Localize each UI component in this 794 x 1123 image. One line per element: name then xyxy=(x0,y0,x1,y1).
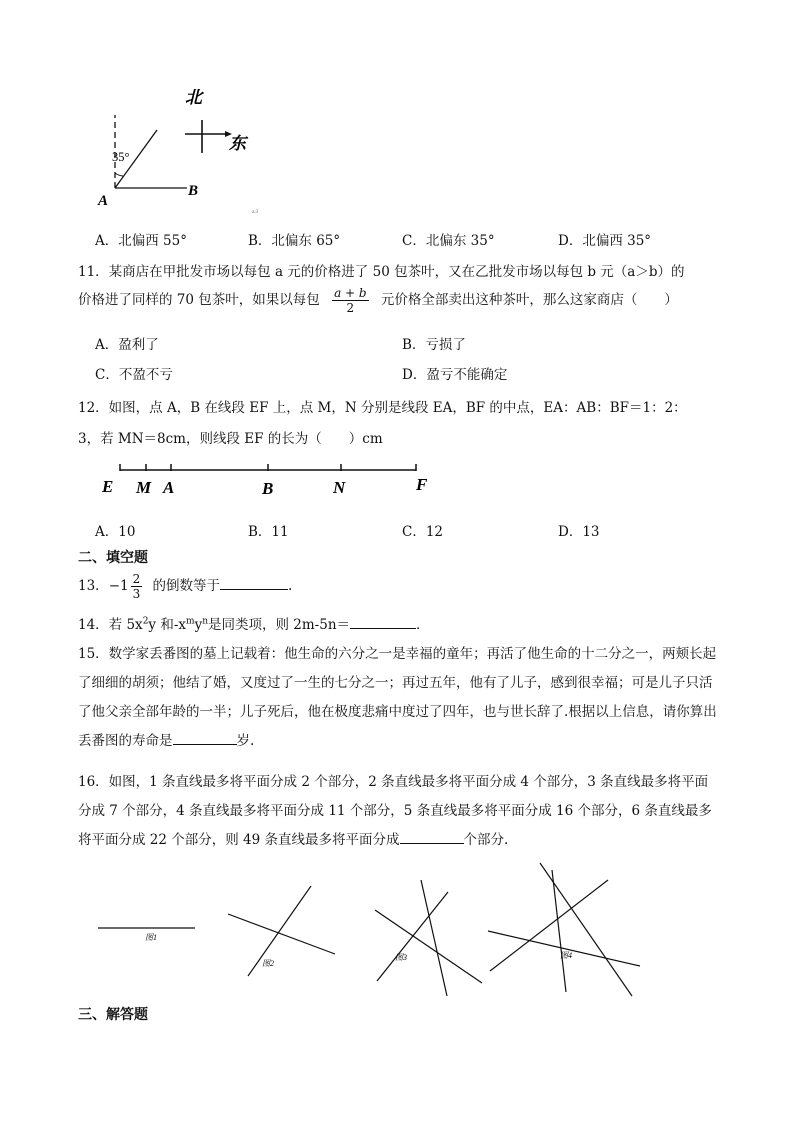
label-f: F xyxy=(416,475,428,494)
q12-choice-c[interactable]: C．12 xyxy=(402,524,444,540)
q12-choice-b[interactable]: B．11 xyxy=(248,524,289,540)
label-a: A xyxy=(163,478,175,497)
q11-line2 xyxy=(78,286,678,315)
fig2-label: 图2 xyxy=(262,959,274,968)
angle-label: 35° xyxy=(112,150,130,164)
q11-choice-d[interactable]: D．盈亏不能确定 xyxy=(402,367,508,383)
q15: 15．数学家丢番图的墓上记载着：他生命的六分之一是幸福的童年；再活了他生命的十二分之一，两颊长起了细细的胡须；他结了婚，又度过了一生的七分之一；再过五年，他有了儿子，感到很幸福；可是儿子只活了他父亲全部年龄的一半；儿子死后，他在极度悲痛中度过了四年，也与世长辞了.根据以上信息，请你算出丢番图的寿命是 岁. xyxy=(78,646,717,749)
tiny-mark: z.3 xyxy=(252,210,258,215)
fig3-line-3 xyxy=(377,892,448,981)
label-n: N xyxy=(333,478,346,497)
q16-answer-blank[interactable] xyxy=(400,829,464,844)
q14: 14．若 $5x^2y$ 和$-x^my^n$是同类项，则 2m-5n＝ ． xyxy=(78,613,430,633)
angle-arc xyxy=(115,173,123,176)
point-a-label: A xyxy=(98,193,109,209)
q11-choice-b[interactable]: B．亏损了 xyxy=(402,337,466,353)
q16: 16．如图，1 条直线最多将平面分成 2 个部分，2 条直线最多将平面分成 4 个部分，3 条直线最多将平面分成 7 个部分，4 条直线最多将平面分成 11 个部分，5 条直线最多将平面分成 16 个部分，6 条直线最多将平面分成 22 个部分，则 49 条直线最多将平面分成 个部分. xyxy=(78,774,712,848)
fig3-label: 图3 xyxy=(395,953,407,962)
q10-choice-c[interactable]: C．北偏东 35° xyxy=(402,233,495,249)
q11-line2-post: 元价格全部卖出这种茶叶，那么这家商店（ ） xyxy=(380,292,678,308)
q12-line2: 3，若 MN＝8cm，则线段 EF 的长为（ ）cm xyxy=(78,431,383,447)
fig4-label: 图4 xyxy=(560,951,572,960)
q11-line2-pre: 价格进了同样的 70 包茶叶，如果以每包 xyxy=(78,292,320,308)
fig4-line-3 xyxy=(490,880,608,971)
q12-choice-a[interactable]: A．10 xyxy=(95,524,136,540)
point-b-label: B xyxy=(188,183,199,199)
label-e: E xyxy=(102,477,114,496)
q11-fraction: $\frac{a + b}{2}$ xyxy=(334,286,367,315)
q15-answer-blank[interactable] xyxy=(173,730,237,745)
q12-line1: 12．如图，点 A，B 在线段 EF 上，点 M，N 分别是线段 EA，BF 的中点，EA：AB：BF＝1：2： xyxy=(78,400,687,416)
fig2-line-2 xyxy=(248,886,311,976)
fig4-line-4 xyxy=(552,870,566,992)
q11-choice-a[interactable]: A．盈利了 xyxy=(95,337,159,353)
fig3-line-1 xyxy=(375,910,482,983)
q11-line1: 11．某商店在甲批发市场以每包 a 元的价格进了 50 包茶叶，又在乙批发市场以每包 b 元（a＞b）的 xyxy=(78,264,685,280)
direction-figure xyxy=(95,85,265,220)
east-label: 东 xyxy=(229,134,246,153)
fig4-line-1 xyxy=(488,931,640,966)
q14-answer-blank[interactable] xyxy=(350,614,416,629)
q10-choice-a[interactable]: A．北偏西 55° xyxy=(95,233,187,249)
segment-figure xyxy=(98,460,438,500)
fig2-line-1 xyxy=(228,914,335,954)
q13-answer-blank[interactable] xyxy=(220,575,288,590)
fig1-label: 图1 xyxy=(145,933,157,942)
q13: 13．−1 $\frac{2}{3}$ 的倒数等于 . xyxy=(78,572,293,601)
q13-fraction: $\frac{2}{3}$ xyxy=(132,572,141,601)
north-label: 北 xyxy=(185,88,202,107)
q11-choice-c[interactable]: C．不盈不亏 xyxy=(95,367,173,383)
q10-choice-b[interactable]: B．北偏东 65° xyxy=(248,233,341,249)
lines-figures xyxy=(90,858,650,998)
label-m: M xyxy=(136,478,152,497)
label-b: B xyxy=(262,479,274,498)
q10-choice-d[interactable]: D．北偏西 35° xyxy=(558,233,652,249)
section-3-heading: 三、解答题 xyxy=(78,1007,148,1023)
q12-choice-d[interactable]: D．13 xyxy=(558,524,600,540)
section-2-heading: 二、填空题 xyxy=(78,550,148,566)
